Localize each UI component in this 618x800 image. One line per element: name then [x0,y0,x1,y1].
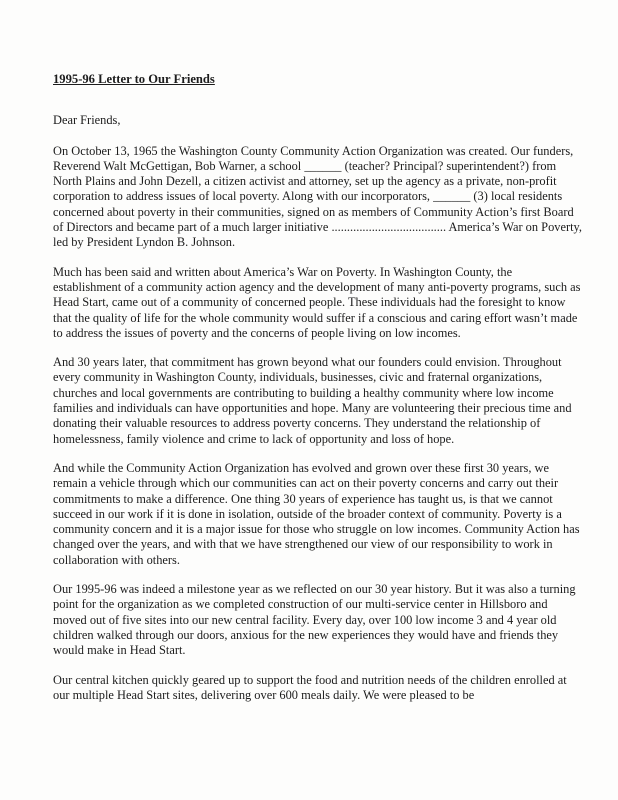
letter-title: 1995-96 Letter to Our Friends [53,72,215,86]
letter-body [53,72,583,717]
paragraph-central-kitchen: Our central kitchen quickly geared up to support the food and nutrition needs of the children enrolled at our multiple Head Start sites, delivering over 600 meals daily. We were pleased to be [53,672,567,702]
paragraph-commitment: And 30 years later, that commitment has grown beyond what our founders could envision. Throughout every community in Washington County, individuals, businesses, civic and fraternal organizations, churches and local governments are contributing to building a healthy community where low income families and individuals can have opportunities and hope. Many are volunteering their precious time and donating their valuable resources to address poverty concerns. They understand the relationship of homelessness, family violence and crime to lack of opportunity and loss of hope. [53,355,572,446]
paragraph-war-on-poverty: Much has been said and written about America’s War on Poverty. In Washington County, the establishment of a community action agency and the development of many anti-poverty programs, such as Head Start, came out of a community of concerned people. These individuals had the foresight to know that the quality of life for the whole community would suffer if a conscious and caring effort wasn’t made to address the issues of poverty and the concerns of people living on low incomes. [53,264,581,340]
paragraph-founding: On October 13, 1965 the Washington County Community Action Organization was created. Our funders, Reverend Walt McGettigan, Bob Warner, a school ______ (teacher? Principal? superintendent?) from North Plains and John Dezell, a citizen activist and attorney, set up the agency as a private, non-profit corporation to address issues of local poverty. Along with our incorporators, ______ (3) local residents concerned about poverty in their communities, signed on as members of Community Action’s first Board of Directors and became part of a much larger initiative ..................................... America’s War on Poverty, led by President Lyndon B. Johnson. [53,143,583,250]
paragraph-evolution: And while the Community Action Organization has evolved and grown over these first 30 years, we remain a vehicle through which our communities can act on their poverty concerns and carry out their commitments to make a difference. One thing 30 years of experience has taught us, is that we cannot succeed in our work if it is done in isolation, outside of the broader context of community. Poverty is a community concern and it is a major issue for those who struggle on low incomes. Community Action has changed over the years, and with that we have strengthened our view of our responsibility to work in collaboration with others. [53,460,580,567]
paragraph-milestone-year: Our 1995-96 was indeed a milestone year as we reflected on our 30 year history. But it was also a turning point for the organization as we completed construction of our multi-service center in Hillsboro and moved out of five sites into our new central facility. Every day, over 100 low income 3 and 4 year old children walked through our doors, anxious for the new experiences they would have and friends they would make in Head Start. [53,582,576,658]
letter-salutation: Dear Friends, [53,113,121,128]
